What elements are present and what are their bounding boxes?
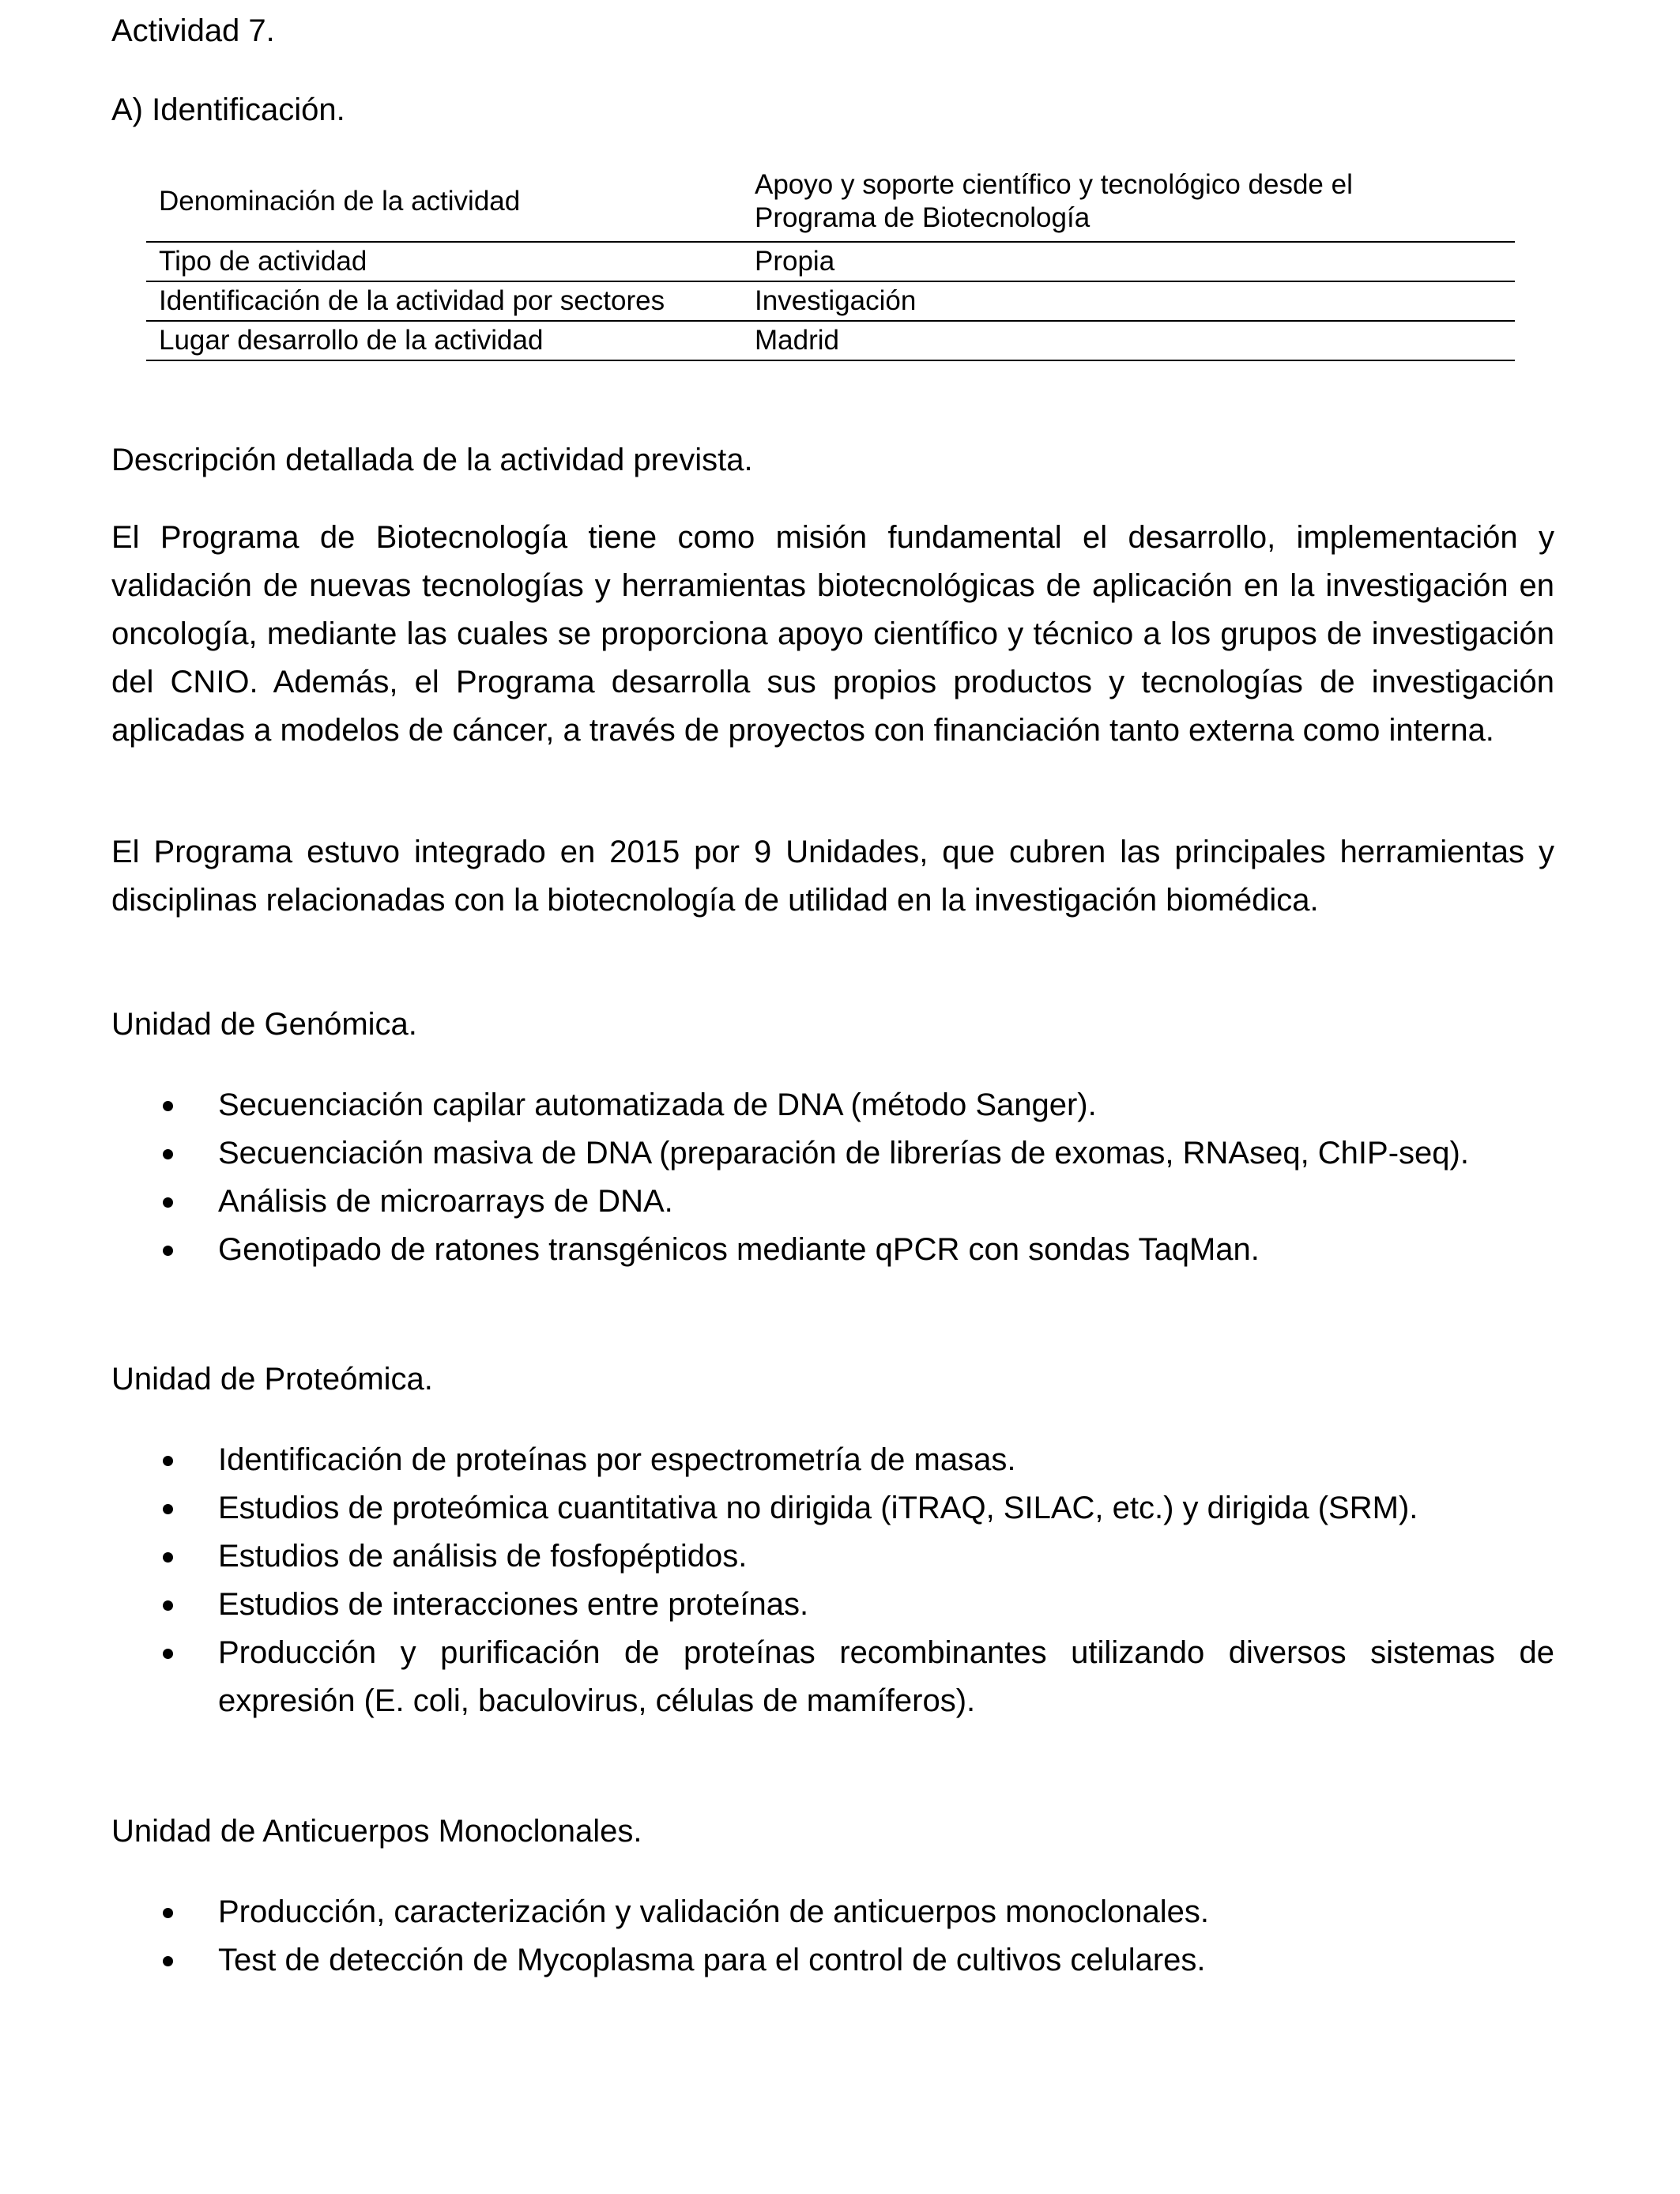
table-value: Propia (755, 246, 835, 277)
list-item-text: Test de detección de Mycoplasma para el control de cultivos celulares. (218, 1943, 1206, 1977)
table-label: Lugar desarrollo de la actividad (159, 325, 544, 356)
list-item (111, 1629, 1554, 1725)
bullet-icon (163, 1552, 173, 1563)
bullet-icon (163, 1197, 173, 1208)
table-label: Identificación de la actividad por sectores (159, 285, 665, 316)
table-label: Denominación de la actividad (159, 186, 521, 217)
unit-title-proteomica: Unidad de Proteómica. (111, 1362, 433, 1397)
table-value-line: Apoyo y soporte científico y tecnológico desde el (755, 169, 1353, 200)
table-row (146, 321, 1515, 360)
section-a-heading: A) Identificación. (111, 92, 345, 127)
table-value: Madrid (755, 325, 839, 356)
table-row (146, 162, 1515, 242)
table-value-line: Programa de Biotecnología (755, 202, 1090, 233)
list-item-text: Secuenciación masiva de DNA (preparación de librerías de exomas, RNAseq, ChIP-seq). (218, 1136, 1469, 1171)
unit-title-anticuerpos: Unidad de Anticuerpos Monoclonales. (111, 1814, 642, 1849)
table-value (742, 162, 1515, 242)
proteomica-list (111, 1436, 1554, 1725)
table-row (146, 242, 1515, 281)
paragraph-units: El Programa estuvo integrado en 2015 por 9 Unidades, que cubren las principales herramientas y disciplinas relacionadas con la biotecnología de utilidad en la investigación biomédica. (111, 835, 1554, 918)
list-item (111, 1888, 1554, 1936)
genomica-list (111, 1081, 1554, 1274)
list-item (111, 1936, 1554, 1985)
bullet-icon (163, 1600, 173, 1611)
list-item (111, 1178, 1554, 1226)
list-item-text: Estudios de análisis de fosfopéptidos. (218, 1539, 748, 1574)
list-item (111, 1532, 1554, 1581)
description-heading: Descripción detallada de la actividad prevista. (111, 443, 753, 477)
list-item-text: Estudios de interacciones entre proteínas. (218, 1587, 809, 1622)
bullet-icon (163, 1908, 173, 1918)
list-item (111, 1226, 1554, 1274)
list-item-text: Secuenciación capilar automatizada de DNA (método Sanger). (218, 1088, 1097, 1122)
list-item (111, 1581, 1554, 1629)
list-item-text: Análisis de microarrays de DNA. (218, 1184, 673, 1219)
table-value: Investigación (755, 285, 917, 316)
bullet-icon (163, 1504, 173, 1514)
list-item-text: Genotipado de ratones transgénicos mediante qPCR con sondas TaqMan. (218, 1232, 1260, 1267)
table-row (146, 281, 1515, 321)
bullet-icon (163, 1956, 173, 1966)
list-item (111, 1081, 1554, 1129)
bullet-icon (163, 1456, 173, 1466)
bullet-icon (163, 1649, 173, 1659)
activity-heading: Actividad 7. (111, 13, 275, 48)
paragraph-mission: El Programa de Biotecnología tiene como misión fundamental el desarrollo, implementación y validación de nuevas tecnologías y herramientas biotecnológicas de aplicación en la investigación en oncología, mediante las cuales se proporciona apoyo científico y técnico a los grupos de investigación del CNIO. Además, el Programa desarrolla sus propios productos y tecnologías de investigación aplicadas a modelos de cáncer, a través de proyectos con financiación tanto externa como interna. (111, 520, 1554, 748)
bullet-icon (163, 1246, 173, 1256)
bullet-icon (163, 1149, 173, 1159)
list-item-text: Identificación de proteínas por espectrometría de masas. (218, 1442, 1016, 1477)
list-item (111, 1484, 1554, 1532)
anticuerpos-list (111, 1888, 1554, 1985)
table-label: Tipo de actividad (159, 246, 367, 277)
list-item (111, 1436, 1554, 1484)
unit-title-genomica: Unidad de Genómica. (111, 1007, 417, 1042)
bullet-icon (163, 1101, 173, 1111)
list-item-text: Producción, caracterización y validación de anticuerpos monoclonales. (218, 1894, 1210, 1929)
list-item-text: Estudios de proteómica cuantitativa no dirigida (iTRAQ, SILAC, etc.) y dirigida (SRM). (218, 1491, 1418, 1525)
identification-table (146, 162, 1515, 361)
list-item (111, 1129, 1554, 1178)
list-item-text: Producción y purificación de proteínas recombinantes utilizando diversos sistemas de expresión (E. coli, baculovirus, células de mamíferos). (218, 1635, 1554, 1718)
